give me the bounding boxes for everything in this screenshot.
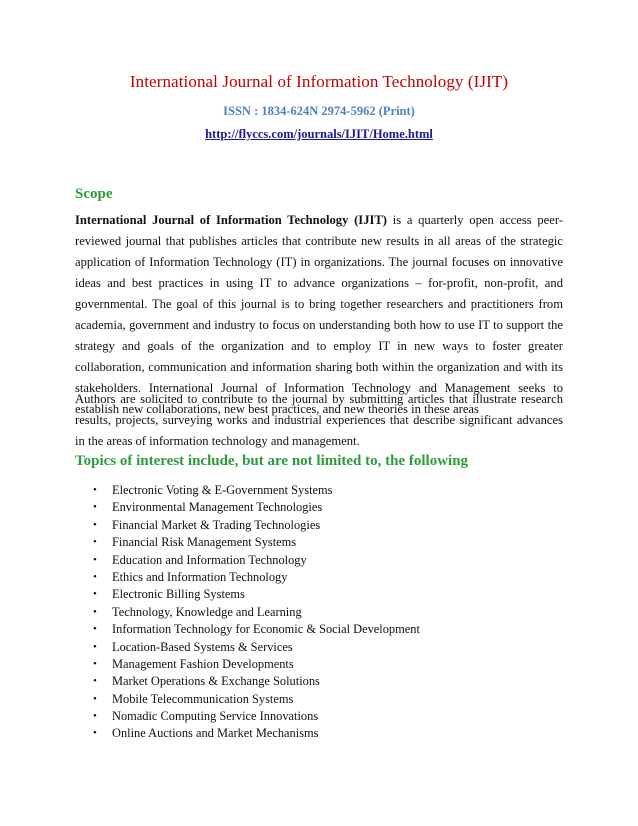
journal-url-link[interactable]: http://flyccs.com/journals/IJIT/Home.html [205,127,433,141]
list-item [75,656,555,673]
list-item [75,552,555,569]
list-item [75,569,555,586]
topic-label: Electronic Billing Systems [112,587,245,602]
topic-label: Information Technology for Economic & Social Development [112,622,420,637]
topic-label: Financial Market & Trading Technologies [112,517,321,532]
journal-title: International Journal of Information Technology (IJIT) [129,72,509,91]
bullet-icon: • [93,484,97,496]
bullet-icon: • [93,727,97,740]
bullet-icon: • [93,536,97,549]
bullet-icon: • [93,501,97,514]
list-item [75,534,555,551]
scope-heading: Scope [75,186,113,202]
list-item [75,725,555,742]
topic-label: Market Operations & Exchange Solutions [112,674,320,689]
list-item [75,691,555,708]
list-item [75,586,555,603]
list-item [75,673,555,690]
scope-body-text: is a quarterly open access peer-reviewed journal that publishes articles that contribute new results in all areas of the strategic application of Information Technology (IT) in organizations. The journal focuses on innovative ideas and best practices in using IT to advance organizations – for-profit, non-profit, and governmental. The goal of this journal is to bring together researchers and practitioners from academia, government and industry to focus on understanding both how to use IT to support the strategy and goals of the organization and to employ IT in new ways to foster greater collaboration, communication and information sharing both within the organization and with its stakeholders. International Journal of Information Technology and Management seeks to establish new collaborations, new best practices, and new theories in these areas [75,213,563,416]
topic-label: Management Fashion Developments [112,656,294,671]
topic-label: Financial Risk Management Systems [112,535,297,550]
bullet-icon: • [93,588,97,601]
topic-label: Location-Based Systems & Services [112,639,293,654]
issn-line: ISSN : 1834-624N 2974-5962 (Print) [223,104,415,118]
scope-lead-text: International Journal of Information Technology (IJIT) [75,213,387,227]
list-item [75,482,555,499]
list-item [75,708,555,725]
topic-label: Environmental Management Technologies [112,500,323,515]
list-item [75,604,555,621]
bullet-icon: • [93,553,97,566]
list-item [75,621,555,638]
list-item [75,639,555,656]
authors-paragraph: Authors are solicited to contribute to the journal by submitting articles that illustrate research results, projects, surveying works and industrial experiences that describe significant advances in the areas of information technology and management. [75,392,563,448]
list-item [75,517,555,534]
topic-label: Mobile Telecommunication Systems [112,691,294,706]
bullet-icon: • [93,518,97,531]
topic-label: Electronic Voting & E-Government Systems [112,483,333,497]
topics-heading: Topics of interest include, but are not limited to, the following [75,453,469,469]
bullet-icon: • [93,605,97,618]
bullet-icon: • [93,623,97,636]
topic-label: Online Auctions and Market Mechanisms [112,726,319,741]
bullet-icon: • [93,570,97,583]
bullet-icon: • [93,657,97,670]
topic-label: Ethics and Information Technology [112,569,288,584]
bullet-icon: • [93,710,97,723]
bullet-icon: • [93,640,97,653]
topics-list [75,482,555,743]
topic-label: Technology, Knowledge and Learning [112,604,302,619]
bullet-icon: • [93,692,97,705]
topic-label: Education and Information Technology [112,552,307,567]
topic-label: Nomadic Computing Service Innovations [112,709,319,724]
bullet-icon: • [93,675,97,688]
list-item [75,499,555,516]
